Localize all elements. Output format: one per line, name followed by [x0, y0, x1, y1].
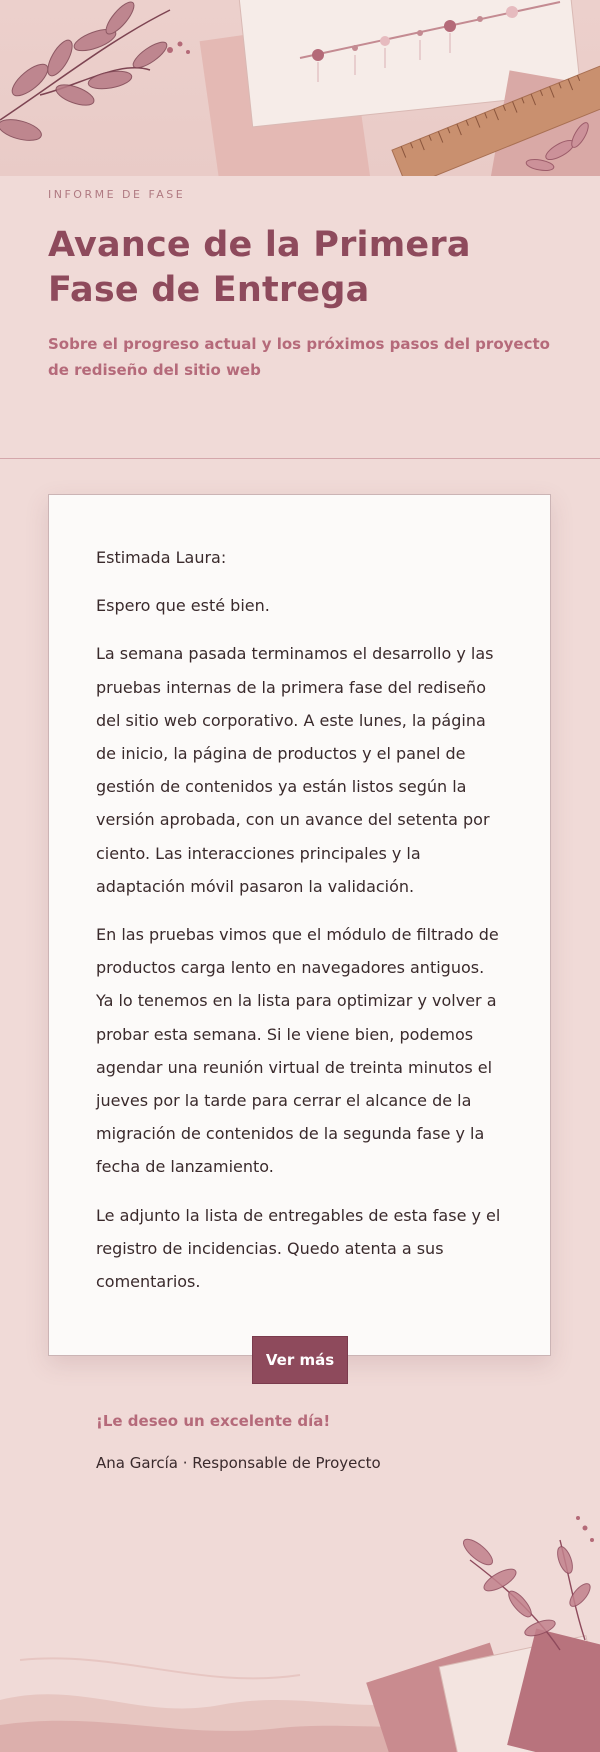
section-divider	[0, 458, 600, 459]
header-illustration	[0, 0, 600, 176]
botanical-paper-timeline-icon	[0, 0, 600, 176]
letter-paragraph: En las pruebas vimos que el módulo de filtrado de productos carga lento en navegadores antiguos. Ya lo tenemos en la lista para optimizar y volver a probar esta semana. Si le viene bien, podemos agendar una reunión virtual de treinta minutos el jueves por la tarde para cerrar el alcance de la migración de contenidos de la segunda fase y la fecha de lanzamiento.	[96, 925, 499, 1177]
letter-greeting: Estimada Laura:	[96, 548, 227, 567]
letter-paragraph: Le adjunto la lista de entregables de esta fase y el registro de incidencias. Quedo atenta a sus comentarios.	[96, 1205, 501, 1292]
intro-section	[48, 188, 558, 383]
letter-paragraph: La semana pasada terminamos el desarrollo y las pruebas internas de la primera fase del rediseño del sitio web corporativo. A este lunes, la página de inicio, la página de productos y el panel de gestión de contenidos ya están listos según la versión aprobada, con un avance del setenta por ciento. Las interacciones principales y la adaptación móvil pasaron la validación.	[96, 644, 494, 896]
letter-body	[96, 541, 504, 1298]
page-title: Avance de la Primera Fase de Entrega	[48, 225, 471, 310]
letter-paragraph: Espero que esté bien.	[96, 596, 270, 616]
page-subtitle: Sobre el progreso actual y los próximos pasos del proyecto de rediseño del sitio web	[48, 335, 550, 379]
footer-illustration	[0, 1500, 600, 1752]
eyebrow-label: INFORME DE FASE	[48, 188, 186, 201]
signature: Ana García · Responsable de Proyecto	[96, 1454, 381, 1473]
letter-card	[48, 494, 551, 1473]
botanical-paper-icon	[0, 1500, 600, 1752]
ver-mas-button[interactable]: Ver más	[252, 1336, 348, 1384]
button-container	[96, 1336, 504, 1384]
closing-line: ¡Le deseo un excelente día!	[96, 1412, 331, 1431]
